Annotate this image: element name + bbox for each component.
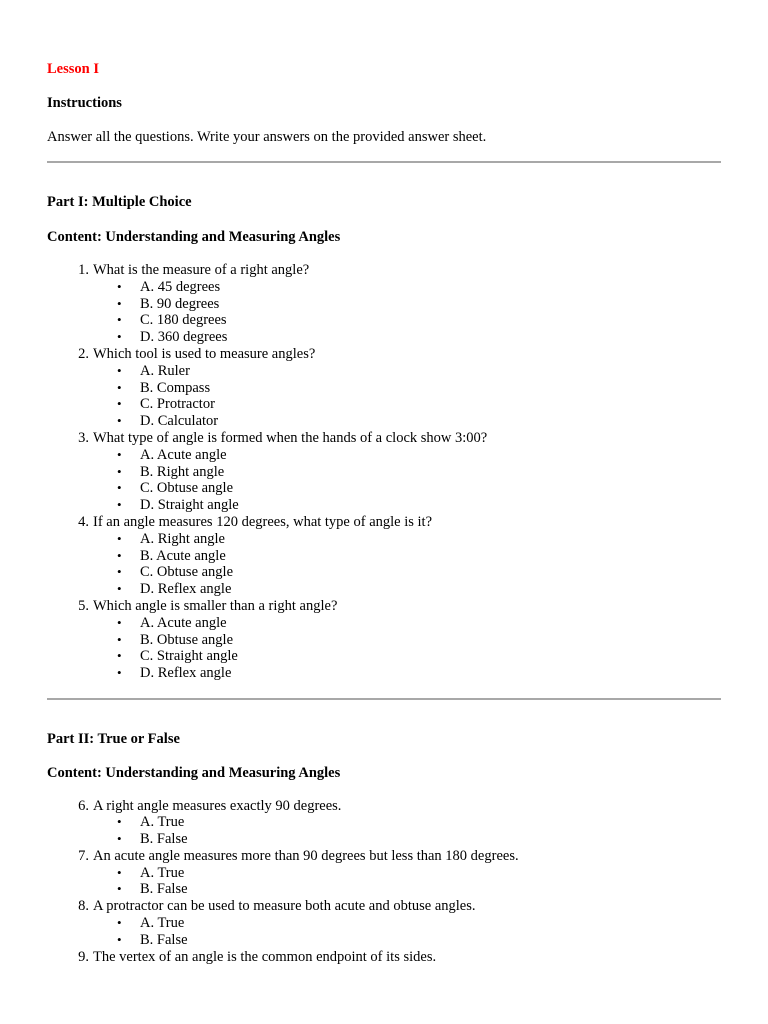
answer-option: • B. False — [140, 932, 721, 949]
question-item — [78, 345, 721, 430]
instructions-text: Answer all the questions. Write your answers on the provided answer sheet. — [47, 128, 487, 145]
question-text: The vertex of an angle is the common endpoint of its sides. — [93, 948, 437, 965]
question-number: 7. — [78, 847, 89, 864]
answer-options — [93, 615, 721, 682]
part2-question-list — [47, 782, 721, 966]
part1-content-heading: Content: Understanding and Measuring Angles — [47, 229, 341, 246]
answer-option: • A. Acute angle — [140, 615, 721, 632]
answer-option: • D. Reflex angle — [140, 581, 721, 598]
answer-option: • B. Right angle — [140, 464, 721, 481]
instructions-heading: Instructions — [47, 94, 122, 111]
answer-option: • A. 45 degrees — [140, 279, 721, 296]
answer-option: • C. Obtuse angle — [140, 480, 721, 497]
question-item — [78, 429, 721, 514]
question-text: A protractor can be used to measure both acute and obtuse angles. — [93, 898, 476, 915]
question-number: 1. — [78, 261, 89, 278]
question-number: 5. — [78, 597, 89, 614]
answer-option: • C. Straight angle — [140, 648, 721, 665]
answer-options — [93, 531, 721, 598]
answer-options — [93, 915, 721, 949]
question-item — [78, 797, 721, 848]
answer-option: • D. Straight angle — [140, 497, 721, 514]
answer-option: • C. Obtuse angle — [140, 564, 721, 581]
part1-question-list — [47, 246, 721, 682]
answer-option: • C. Protractor — [140, 396, 721, 413]
question-item — [78, 898, 721, 948]
answer-options — [93, 363, 721, 430]
answer-option: • A. True — [140, 865, 721, 882]
answer-options — [93, 865, 721, 899]
question-item — [78, 597, 721, 682]
question-number: 6. — [78, 797, 89, 814]
answer-option: • D. 360 degrees — [140, 329, 721, 346]
answer-options — [93, 279, 721, 346]
part2-content-heading: Content: Understanding and Measuring Angles — [47, 764, 341, 781]
question-item — [78, 513, 721, 598]
question-item — [78, 261, 721, 346]
question-text: If an angle measures 120 degrees, what type of angle is it? — [93, 513, 433, 530]
question-text: What type of angle is formed when the hands of a clock show 3:00? — [93, 429, 488, 446]
question-text: A right angle measures exactly 90 degrees. — [93, 797, 342, 814]
question-number: 3. — [78, 429, 89, 446]
answer-option: • C. 180 degrees — [140, 312, 721, 329]
answer-option: • B. False — [140, 881, 721, 898]
answer-options — [93, 814, 721, 848]
question-number: 9. — [78, 948, 89, 965]
question-text: An acute angle measures more than 90 degrees but less than 180 degrees. — [93, 847, 519, 864]
question-text: What is the measure of a right angle? — [93, 261, 310, 278]
answer-option: • B. False — [140, 831, 721, 848]
answer-option: • D. Reflex angle — [140, 665, 721, 682]
question-text: Which tool is used to measure angles? — [93, 345, 316, 362]
question-number: 4. — [78, 513, 89, 530]
part1-heading: Part I: Multiple Choice — [47, 194, 192, 211]
part2-heading: Part II: True or False — [47, 730, 180, 747]
question-number: 2. — [78, 345, 89, 362]
answer-option: • A. Acute angle — [140, 447, 721, 464]
question-number: 8. — [78, 898, 89, 915]
answer-option: • A. Right angle — [140, 531, 721, 548]
answer-option: • B. Acute angle — [140, 548, 721, 565]
answer-option: • A. True — [140, 814, 721, 831]
answer-option: • B. Obtuse angle — [140, 632, 721, 649]
answer-option: • B. 90 degrees — [140, 296, 721, 313]
question-text: Which angle is smaller than a right angle? — [93, 597, 338, 614]
question-item — [78, 948, 721, 966]
answer-option: • D. Calculator — [140, 413, 721, 430]
answer-option: • A. Ruler — [140, 363, 721, 380]
question-item — [78, 847, 721, 898]
answer-options — [93, 447, 721, 514]
answer-option: • A. True — [140, 915, 721, 932]
answer-option: • B. Compass — [140, 380, 721, 397]
lesson-title: Lesson I — [47, 61, 99, 77]
